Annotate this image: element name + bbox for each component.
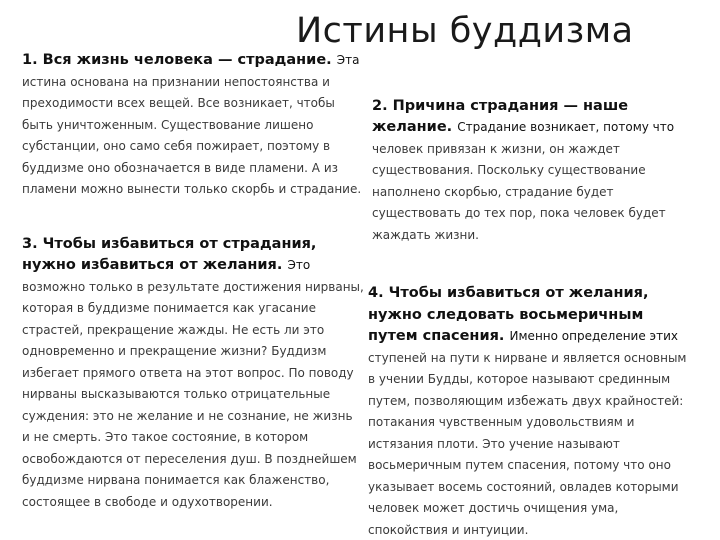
truth-1-heading: 1. Вся жизнь человека — страдание. (22, 52, 332, 68)
truth-4-body: ступеней на пути к нирване и является основным в учении Будды, которое называют срединным путем, позволяющим избежать двух крайностей: потакания чувственным удовольствиям и истязания плоти. Это учение называют восьмеричным путем спасения, потому что оно указывает восемь состояний, овладев которыми человек может достичь очищения ума, спокойствия и интуиции. (368, 350, 687, 537)
truth-2-lead: Страдание возникает, потому что (457, 120, 675, 134)
truth-1 (22, 49, 364, 200)
truth-1-body: истина основана на признании непостоянства и преходимости всех вещей. Все возникает, чтобы быть уничтоженным. Существование лишено субстанции, оно само себя пожирает, поэтому в буддизме оно обозначается в виде пламени. А из пламени можно вынести только скорбь и страдание. (22, 74, 362, 196)
truth-4-heading: 4. Чтобы избавиться от желания, нужно следовать восьмеричным путем спасения. (368, 285, 649, 344)
truth-3-lead: Это (287, 258, 311, 272)
truth-2 (372, 95, 692, 245)
truth-3-body: возможно только в результате достижения нирваны, которая в буддизме понимается как угасание страстей, прекращение жажды. Не есть ли это одновременно и прекращение жизни? Буддизм избегает прямого ответа на этот вопрос. По поводу нирваны высказываются только отрицательные суждения: это не желание и не сознание, не жизнь и не смерть. Это такое состояние, в котором освобождаются от переселения душ. В позднейшем буддизме нирвана понимается как блаженство, состоящее в свободе и одухотворении. (22, 279, 364, 509)
truth-2-body: человек привязан к жизни, он жаждет существования. Поскольку существование наполнено скорбью, страдание будет существовать до тех пор, пока человек будет жаждать жизни. (372, 141, 666, 242)
truth-2-heading: 2. Причина страдания — наше желание. (372, 98, 629, 135)
truth-1-lead: Эта (336, 53, 360, 67)
truth-3 (22, 233, 364, 512)
slide-title: Истины буддизма (296, 11, 634, 51)
truth-4-lead: Именно определение этих (509, 329, 679, 343)
truth-3-heading: 3. Чтобы избавиться от страдания, нужно избавиться от желания. (22, 236, 317, 273)
truth-4 (368, 282, 692, 540)
